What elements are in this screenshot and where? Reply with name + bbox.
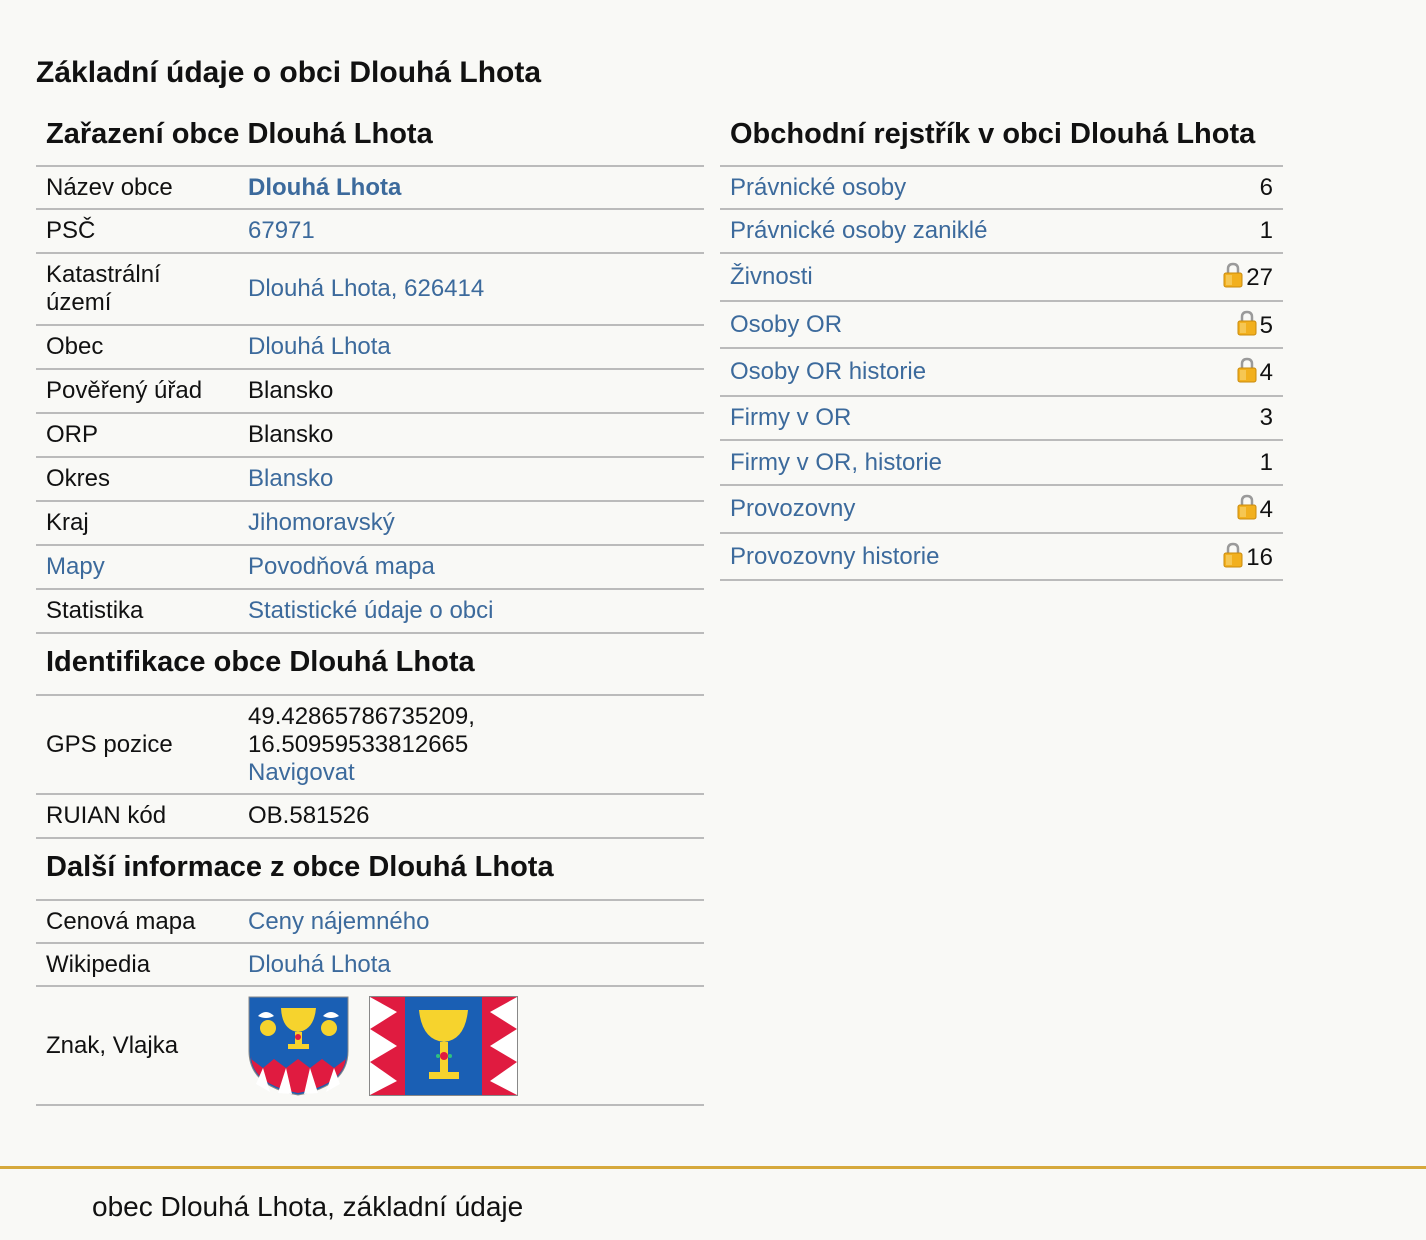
- or-label[interactable]: [720, 348, 1170, 396]
- or-row: [720, 253, 1283, 301]
- right-column: [720, 112, 1283, 581]
- row-key-text: Statistika: [46, 597, 144, 624]
- row-key: [36, 325, 238, 369]
- emblem-label: Znak, Vlajka: [36, 986, 238, 1105]
- or-count: [1170, 440, 1283, 485]
- or-row: [720, 301, 1283, 348]
- or-count-value: 4: [1259, 496, 1273, 523]
- or-row: [720, 209, 1283, 253]
- or-link[interactable]: Právnické osoby zaniklé: [730, 217, 988, 244]
- row-value-text: Blansko: [248, 421, 334, 448]
- ruian-value: OB.581526: [238, 794, 704, 838]
- or-count: [1170, 485, 1283, 533]
- price-map-value: [238, 901, 704, 943]
- table-row: [36, 545, 704, 589]
- or-row: [720, 485, 1283, 533]
- table-row: [36, 413, 704, 457]
- or-count: [1170, 301, 1283, 348]
- or-label[interactable]: [720, 301, 1170, 348]
- row-key-text: ORP: [46, 421, 99, 448]
- or-label[interactable]: [720, 253, 1170, 301]
- row-value-text[interactable]: Povodňová mapa: [248, 553, 435, 580]
- or-link[interactable]: Osoby OR historie: [730, 358, 927, 385]
- or-row: [720, 533, 1283, 580]
- dalsi-section-title: Další informace z obce Dlouhá Lhota: [36, 839, 704, 901]
- or-count: [1170, 209, 1283, 253]
- table-row: [36, 589, 704, 633]
- row-key-text: Obec: [46, 333, 104, 360]
- row-key-text[interactable]: Mapy: [46, 553, 105, 580]
- or-link[interactable]: Živnosti: [730, 263, 813, 290]
- or-label[interactable]: [720, 440, 1170, 485]
- lock-icon: [1237, 310, 1257, 336]
- row-value: [238, 457, 704, 501]
- row-value: [238, 413, 704, 457]
- or-count-value: 27: [1246, 264, 1273, 291]
- table-row: [36, 253, 704, 325]
- table-row: [36, 457, 704, 501]
- row-key[interactable]: [36, 545, 238, 589]
- table-row: [36, 696, 704, 794]
- identifikace-section-title: Identifikace obce Dlouhá Lhota: [36, 634, 704, 696]
- or-count-value: 3: [1259, 404, 1273, 431]
- wikipedia-value: [238, 943, 704, 986]
- row-key: [36, 369, 238, 413]
- or-count: [1170, 348, 1283, 396]
- or-count-value: 4: [1259, 359, 1273, 386]
- page-title: Základní údaje o obci Dlouhá Lhota: [36, 56, 542, 89]
- dalsi-table: [36, 901, 704, 1106]
- or-row: [720, 440, 1283, 485]
- table-row: [36, 325, 704, 369]
- row-value: [238, 589, 704, 633]
- or-count-value: 6: [1259, 173, 1273, 201]
- lock-icon: [1223, 262, 1243, 288]
- row-key: [36, 209, 238, 253]
- table-row: [36, 794, 704, 838]
- or-count-value: 5: [1259, 311, 1273, 339]
- row-key-text: Kraj: [46, 509, 89, 536]
- obchodni-section-title: Obchodní rejstřík v obci Dlouhá Lhota: [720, 112, 1283, 167]
- row-key: [36, 167, 238, 209]
- row-value-text: Blansko: [248, 377, 334, 404]
- emblem-value: [238, 986, 704, 1105]
- zarazeni-table: [36, 167, 704, 634]
- row-key-text: PSČ: [46, 217, 96, 244]
- flag-icon[interactable]: [369, 996, 518, 1096]
- row-value: [238, 369, 704, 413]
- or-row: [720, 396, 1283, 440]
- lock-icon: [1237, 494, 1257, 520]
- footer-divider: [0, 1166, 1426, 1169]
- or-link[interactable]: Právnické osoby: [730, 173, 907, 201]
- or-count-value: 1: [1259, 217, 1273, 244]
- or-link[interactable]: Osoby OR: [730, 310, 843, 338]
- row-value-text[interactable]: Blansko: [248, 465, 334, 492]
- price-map-link[interactable]: Ceny nájemného: [248, 907, 430, 935]
- or-count: [1170, 167, 1283, 209]
- obchodni-table: [720, 167, 1283, 581]
- or-row: [720, 348, 1283, 396]
- row-value: [238, 209, 704, 253]
- row-key-text: Název obce: [46, 173, 173, 201]
- or-label[interactable]: [720, 167, 1170, 209]
- gps-value: [238, 696, 704, 794]
- or-count: [1170, 533, 1283, 580]
- row-key: [36, 501, 238, 545]
- or-count: [1170, 396, 1283, 440]
- gps-lat: 49.42865786735209,: [248, 702, 475, 730]
- row-value-text[interactable]: Dlouhá Lhota: [248, 173, 402, 201]
- row-key: [36, 253, 238, 325]
- row-value-text[interactable]: 67971: [248, 217, 315, 244]
- row-key-text: Okres: [46, 465, 111, 492]
- table-row: [36, 501, 704, 545]
- footer-text: obec Dlouhá Lhota, základní údaje: [92, 1191, 524, 1222]
- or-count-value: 16: [1246, 543, 1273, 571]
- table-row: [36, 369, 704, 413]
- identifikace-table: [36, 696, 704, 839]
- zarazeni-section-title: Zařazení obce Dlouhá Lhota: [36, 112, 704, 167]
- or-label[interactable]: [720, 209, 1170, 253]
- row-value: [238, 167, 704, 209]
- gps-label: GPS pozice: [36, 696, 238, 794]
- left-column: [36, 112, 704, 1106]
- row-value: [238, 501, 704, 545]
- row-key: [36, 589, 238, 633]
- ruian-label: RUIAN kód: [36, 794, 238, 838]
- row-value: [238, 545, 704, 589]
- lock-icon: [1223, 542, 1243, 568]
- or-link[interactable]: Firmy v OR, historie: [730, 448, 943, 476]
- wikipedia-label: Wikipedia: [36, 943, 238, 986]
- or-link[interactable]: Provozovny historie: [730, 542, 940, 570]
- gps-lon: 16.50959533812665: [248, 730, 469, 758]
- row-value-text[interactable]: Jihomoravský: [248, 509, 395, 536]
- or-count-value: 1: [1259, 448, 1273, 476]
- table-row: [36, 943, 704, 986]
- row-value: [238, 325, 704, 369]
- price-map-label: Cenová mapa: [36, 901, 238, 943]
- row-value-text[interactable]: Dlouhá Lhota, 626414: [248, 275, 485, 302]
- row-key-text: Pověřený úřad: [46, 377, 203, 404]
- coat-of-arms-icon[interactable]: [248, 996, 349, 1096]
- table-row: [36, 901, 704, 943]
- table-row: [36, 986, 704, 1105]
- or-row: [720, 167, 1283, 209]
- row-key: [36, 457, 238, 501]
- or-label[interactable]: [720, 533, 1170, 580]
- lock-icon: [1237, 357, 1257, 383]
- row-key: [36, 413, 238, 457]
- navigate-link[interactable]: Navigovat: [248, 758, 355, 786]
- or-link[interactable]: Provozovny: [730, 495, 856, 522]
- or-label[interactable]: [720, 485, 1170, 533]
- table-row: [36, 167, 704, 209]
- row-value: [238, 253, 704, 325]
- or-count: [1170, 253, 1283, 301]
- or-link[interactable]: Firmy v OR: [730, 404, 852, 431]
- row-value-text[interactable]: Dlouhá Lhota: [248, 333, 391, 360]
- wikipedia-link[interactable]: Dlouhá Lhota: [248, 950, 391, 978]
- row-key-text: Katastrální území: [46, 261, 161, 316]
- table-row: [36, 209, 704, 253]
- row-value-text[interactable]: Statistické údaje o obci: [248, 597, 494, 624]
- or-label[interactable]: [720, 396, 1170, 440]
